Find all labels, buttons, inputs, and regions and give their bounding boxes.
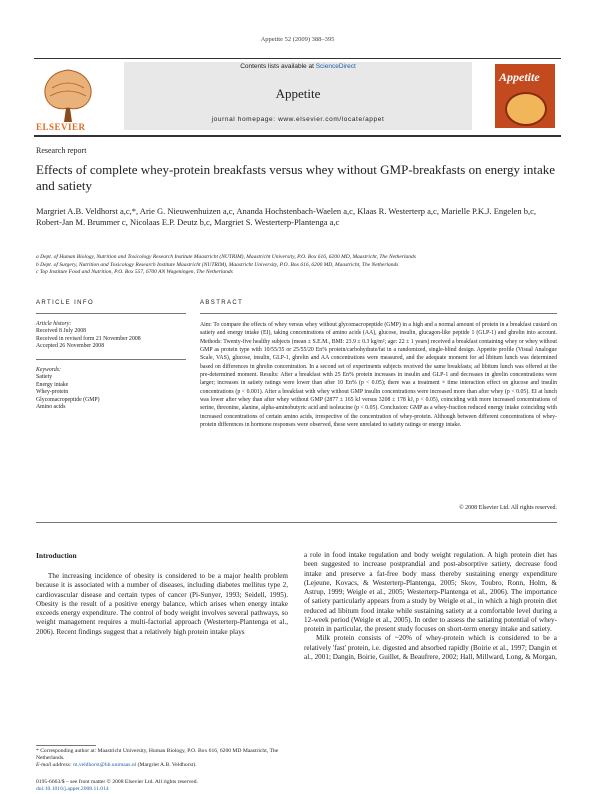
article-type: Research report [36,146,87,155]
publisher-wordmark: ELSEVIER [36,122,86,132]
affiliation-b: b Dept. of Surgery, Nutrition and Toxicology Research Institute Maastricht (NUTRIM), Maastricht University, P.O. Box 616, 6200 MD, Maastricht, The Netherlands [36,261,399,268]
body-column-1 [36,572,288,637]
affiliations [36,254,556,277]
footnote [36,748,288,770]
abstract-rule [200,313,557,314]
cover-food-illustration [505,92,547,126]
intro-paragraph-3: Milk protein consists of ~20% of whey-protein which is considered to be a relatively 'fast' protein, i.e. digested and absorbed rapidly (Boirie et al., 1997; Dangin et al., 2001; Dangin, Boirie, Guillet, & Beaufrere, 2002; Hall, Millward, Long, & Morgan, [304,634,557,661]
info-rule [36,313,186,314]
sciencedirect-link[interactable]: ScienceDirect [315,63,356,70]
keyword: Amino acids [36,404,66,411]
body-column-2 [304,551,557,662]
cover-title: Appetite [499,70,540,84]
intro-paragraph-2: a role in food intake regulation and body weight regulation. A high protein diet has been suggested to increase postprandial and post-absorptive satiety, decrease food intake and preserve a fat-free body mass thereby sustaining energy expenditure (Lejeune, Kovacs, & Westerterp-Plantenga, 2005; Skov, Toubro, Ronn, Holm, & Astrup, 1999; Weigle et al., 2005; Westerterp-Plantenga et al., 2006). The importance of satiety particularly appears from a study by Weigle et al., in which a high protein diet reduced ad libitum food intake while sustaining satiety at a comfortable level during a 12-week period (Weigle et al., 2005). In order to assess the satiating potential of whey-protein in particular, the present study focuses on short-term energy intake and satiety. [304,551,557,633]
introduction-heading: Introduction [36,551,77,560]
masthead-rule [34,135,561,137]
footnote-rule [36,745,96,746]
email-suffix: (Margriet A.B. Veldhorst). [136,762,197,769]
abstract-bottom-rule [36,522,557,523]
intro-paragraph-1: The increasing incidence of obesity is considered to be a major health problem because it is associated with a number of diseases, including diabetes mellitus type 2, cardiovascular disease and certain types of cancer (Pi-Sunyer, 1993; Seidell, 1995). Obesity is the result of a positive energy balance, which arises when energy intake exceeds energy expenditure. The control of body weight involves several pathways, so weight management requires a multi-factorial approach (Westerterp-Plantenga et al., 2006). Recent findings suggest that a relatively high protein intake plays [36,572,288,636]
journal-cover-image [495,64,555,128]
affiliation-c: c Top Institute Food and Nutrition, P.O. Box 557, 6700 AN Wageningen, The Netherlands [36,269,233,276]
email-line [36,762,288,769]
author-list: Margriet A.B. Veldhorst a,c,*, Arie G. Nieuwenhuizen a,c, Ananda Hochstenbach-Waelen a,c, Klaas R. Westerterp a,c, Marielle P.K.J. Engelen b,c, Robert-Jan M. Brummer c, Nicolaas E.P. Deutz b,c, Margriet S. Westerterp-Plantenga a,c [36,206,536,227]
keyword: Energy intake [36,381,69,388]
contents-line [124,63,472,70]
elsevier-tree-logo [36,64,100,126]
history-received: Received 8 July 2008 [36,328,87,335]
journal-citation: Appetite 52 (2009) 388–395 [260,36,335,43]
keyword: Whey-protein [36,389,69,396]
issn-line: 0195-6663/$ – see front matter © 2008 Elsevier Ltd. All rights reserved. [36,779,198,785]
keywords-label: Keywords: [36,367,61,373]
info-divider [36,359,186,360]
email-link[interactable]: m.veldhorst@hb.unimaas.nl [73,762,137,769]
history-revised: Received in revised form 21 November 2008 [36,335,141,342]
keyword: Satiety [36,374,53,381]
keywords [36,367,186,411]
contents-text: Contents lists available at [240,63,316,70]
header-rule [34,58,561,59]
article-history [36,321,186,351]
email-label: E-mail address: [36,762,74,769]
affiliation-a: a Dept. of Human Biology, Nutrition and Toxicology Research Institute Maastricht (NUTRIM), Maastricht University, P.O. Box 616, 6200 MD, Maastricht, The Netherlands [36,254,416,260]
article-title: Effects of complete whey-protein breakfasts versus whey without GMP-breakfasts on energy intake and satiety [36,162,556,193]
journal-name: Appetite [275,86,321,101]
abstract-heading: ABSTRACT [200,300,244,306]
journal-homepage[interactable]: journal homepage: www.elsevier.com/locate/appet [211,116,385,123]
abstract-copyright: © 2008 Elsevier Ltd. All rights reserved. [459,505,557,511]
keyword: Glycomacropeptide (GMP) [36,396,100,403]
article-info-heading: ARTICLE INFO [36,300,95,306]
doi-link[interactable]: doi:10.1016/j.appet.2008.11.014 [36,786,109,793]
corresponding-author: * Corresponding author at: Maastricht University, Human Biology, P.O. Box 616, 6200 MD Maastricht, The Netherlands. [36,748,279,762]
issn-block [36,779,296,793]
abstract-text: Aim: To compare the effects of whey versus whey without glycomacropeptide (GMP) in a high and a normal amount of protein in a breakfast custard on satiety and energy intake (EI), taking concentrations of amino acids (AA), glucose, insulin, glucagon-like peptide 1 (GLP-1) and ghrelin into account. Methods: Twenty-five healthy subjects (mean ± S.E.M., BMI: 23.9 ± 0.3 kg/m²; age: 22 ± 1 years) received a breakfast containing whey or whey without GMP as protein type with 10/55/35 or 25/55/20 En% protein/carbohydrate/fat in a randomized, single-blind design. Appetite profile (Visual Analogue Scale, VAS), glucose, insulin, GLP-1, ghrelin and AA concentrations were measured, and the adequate moment for ad libitum lunch was determined based on differences in ghrelin concentration. In a second set of experiments subjects received the same breakfasts; ad libitum lunch was offered at the pre-determined moment. Results: After a breakfast with 25 En% protein increases in insulin and GLP-1 and decreases in ghrelin concentrations were larger; increases in satiety ratings were lower than after 10 En% (p < 0.05); there was a treatment × time interaction effect on glucose and insulin concentrations (p < 0.001). After a breakfast with whey without GMP insulin concentrations were increased more than after whey (p < 0.05). EI at lunch was lower after whey than after whey without GMP (2877 ± 165 kJ versus 3208 ± 178 kJ, p < 0.05), coinciding with more increased concentrations of serine, threonine, alanine, alpha-aminobutyric acid and isoleucine (p < 0.05). Conclusion: GMP as a whey-fraction reduced energy intake coinciding with increased concentrations of certain amino acids, irrespective of the concentration of whey-protein. Although between different concentrations of whey-protein differences in hormone responses were observed, these were unrelated to satiety ratings or energy intake. [200,322,557,429]
history-label: Article history: [36,321,72,327]
history-accepted: Accepted 26 November 2008 [36,343,105,350]
